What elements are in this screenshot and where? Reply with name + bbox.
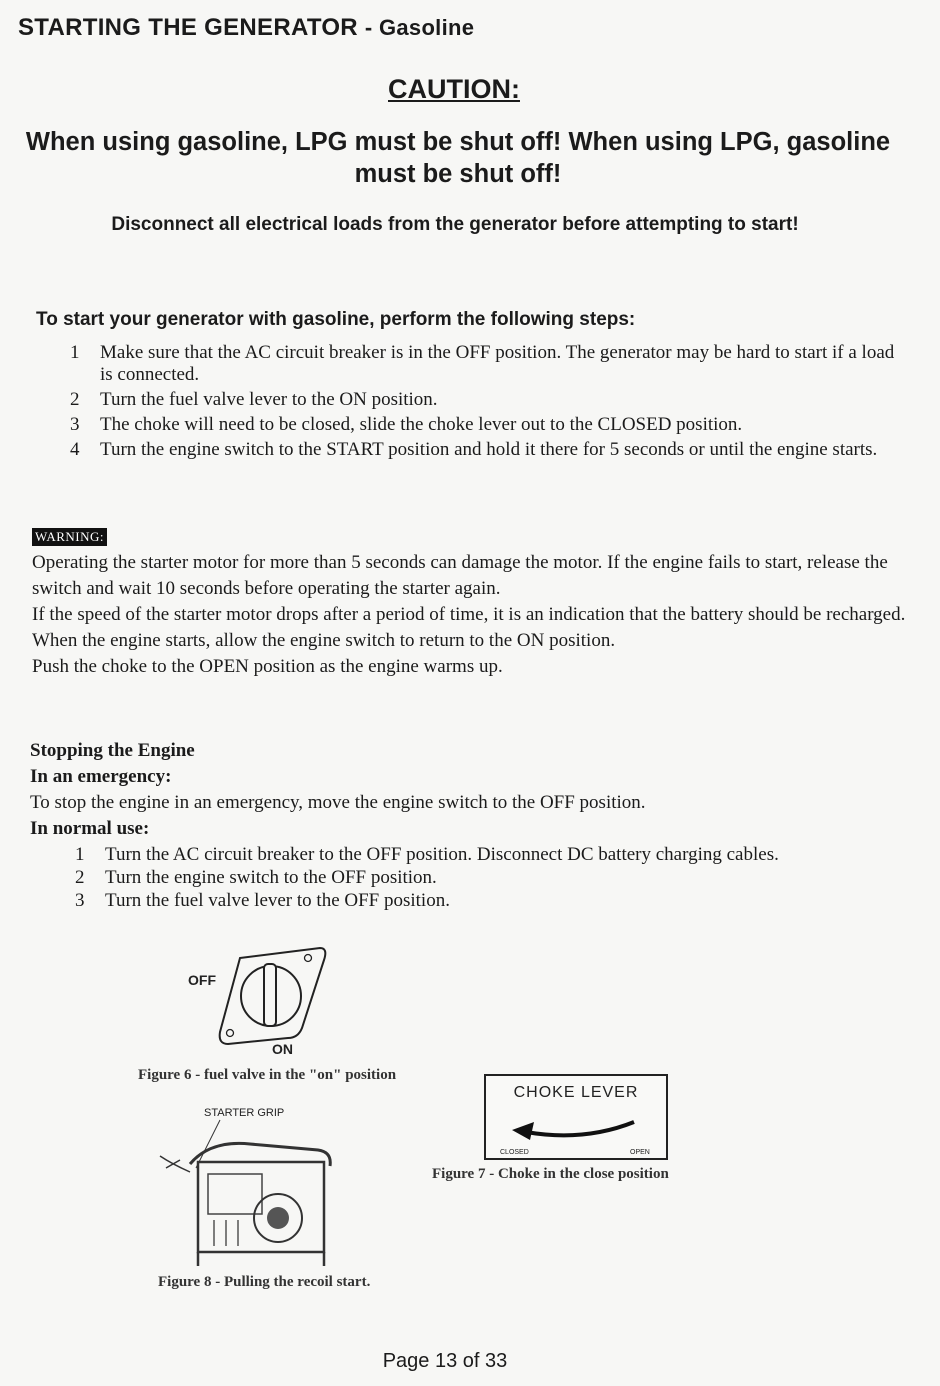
step-number: 2 — [70, 389, 80, 410]
caution-text: When using gasoline, LPG must be shut off! When using LPG, gasoline must be shut off! — [25, 128, 891, 188]
warning-body — [32, 550, 927, 680]
page-number: Page 13 of 33 — [382, 1350, 508, 1372]
start-steps-list — [70, 342, 910, 464]
list-item — [70, 439, 910, 461]
caution-heading: CAUTION: — [388, 74, 520, 104]
choke-box-title: CHOKE LEVER — [513, 1084, 639, 1101]
step-text: Turn the engine switch to the OFF position. — [105, 867, 437, 888]
page-title-main: STARTING THE GENERATOR — [18, 14, 358, 41]
stop-steps-list — [75, 844, 915, 913]
vent-grille-icon — [214, 1220, 238, 1246]
page-title — [18, 14, 474, 42]
list-item — [75, 890, 915, 912]
step-text: Make sure that the AC circuit breaker is in the OFF position. The generator may be hard to start if a load is connected. — [100, 342, 895, 385]
starter-grip-label: STARTER GRIP — [204, 1107, 285, 1119]
step-text: Turn the fuel valve lever to the ON position. — [100, 389, 438, 410]
choke-open-label: OPEN — [630, 1149, 650, 1156]
step-text: Turn the engine switch to the START position and hold it there for 5 seconds or until the engine starts. — [100, 439, 878, 460]
bolt-hole-icon — [305, 955, 312, 962]
choke-closed-label: CLOSED — [500, 1149, 529, 1156]
valve-off-label: OFF — [188, 972, 216, 988]
step-number: 1 — [75, 844, 85, 865]
warning-paragraph: If the speed of the starter motor drops after a period of time, it is an indication that the battery should be recharged. — [32, 604, 906, 625]
warning-badge: WARNING: — [32, 528, 107, 546]
stopping-heading: Stopping the Engine — [30, 740, 195, 761]
fuel-tank-icon — [208, 1174, 262, 1214]
list-item — [70, 342, 910, 386]
recoil-start-figure — [150, 1100, 350, 1272]
warning-paragraph: When the engine starts, allow the engine switch to return to the ON position. — [32, 630, 616, 651]
bolt-hole-icon — [227, 1030, 234, 1037]
list-item — [75, 844, 915, 866]
warning-paragraph: Operating the starter motor for more than 5 seconds can damage the motor. If the engine fails to start, release the switch and wait 10 seconds before operating the starter again. — [32, 552, 888, 599]
valve-on-label: ON — [272, 1041, 293, 1057]
emergency-text: To stop the engine in an emergency, move the engine switch to the OFF position. — [30, 792, 646, 813]
step-number: 3 — [70, 414, 80, 435]
normal-use-heading: In normal use: — [30, 818, 150, 839]
emergency-heading: In an emergency: — [30, 766, 172, 787]
step-number: 4 — [70, 439, 80, 460]
step-number: 1 — [70, 342, 80, 363]
valve-lever-icon — [264, 964, 276, 1026]
start-steps-intro: To start your generator with gasoline, perform the following steps: — [36, 309, 636, 330]
stopping-section — [30, 738, 910, 842]
hand-pulling-icon — [160, 1156, 190, 1172]
figure-6-caption: Figure 6 - fuel valve in the "on" position — [138, 1067, 397, 1083]
generator-frame-icon — [198, 1162, 324, 1252]
disconnect-notice: Disconnect all electrical loads from the generator before attempting to start! — [111, 214, 799, 235]
page-title-sub: - Gasoline — [364, 15, 475, 40]
figure-8-caption: Figure 8 - Pulling the recoil start. — [158, 1274, 371, 1290]
step-text: Turn the AC circuit breaker to the OFF position. Disconnect DC battery charging cables. — [105, 844, 779, 865]
list-item — [75, 867, 915, 889]
list-item — [70, 389, 910, 411]
step-number: 3 — [75, 890, 85, 911]
step-text: Turn the fuel valve lever to the OFF position. — [105, 890, 450, 911]
fuel-valve-figure — [180, 940, 340, 1062]
engine-hub-icon — [267, 1207, 289, 1229]
warning-paragraph: Push the choke to the OPEN position as the engine warms up. — [32, 656, 503, 677]
step-text: The choke will need to be closed, slide the choke lever out to the CLOSED position. — [100, 414, 743, 435]
step-number: 2 — [75, 867, 85, 888]
choke-lever-figure — [484, 1074, 670, 1162]
figure-7-caption: Figure 7 - Choke in the close position — [432, 1166, 669, 1182]
list-item — [70, 414, 910, 436]
